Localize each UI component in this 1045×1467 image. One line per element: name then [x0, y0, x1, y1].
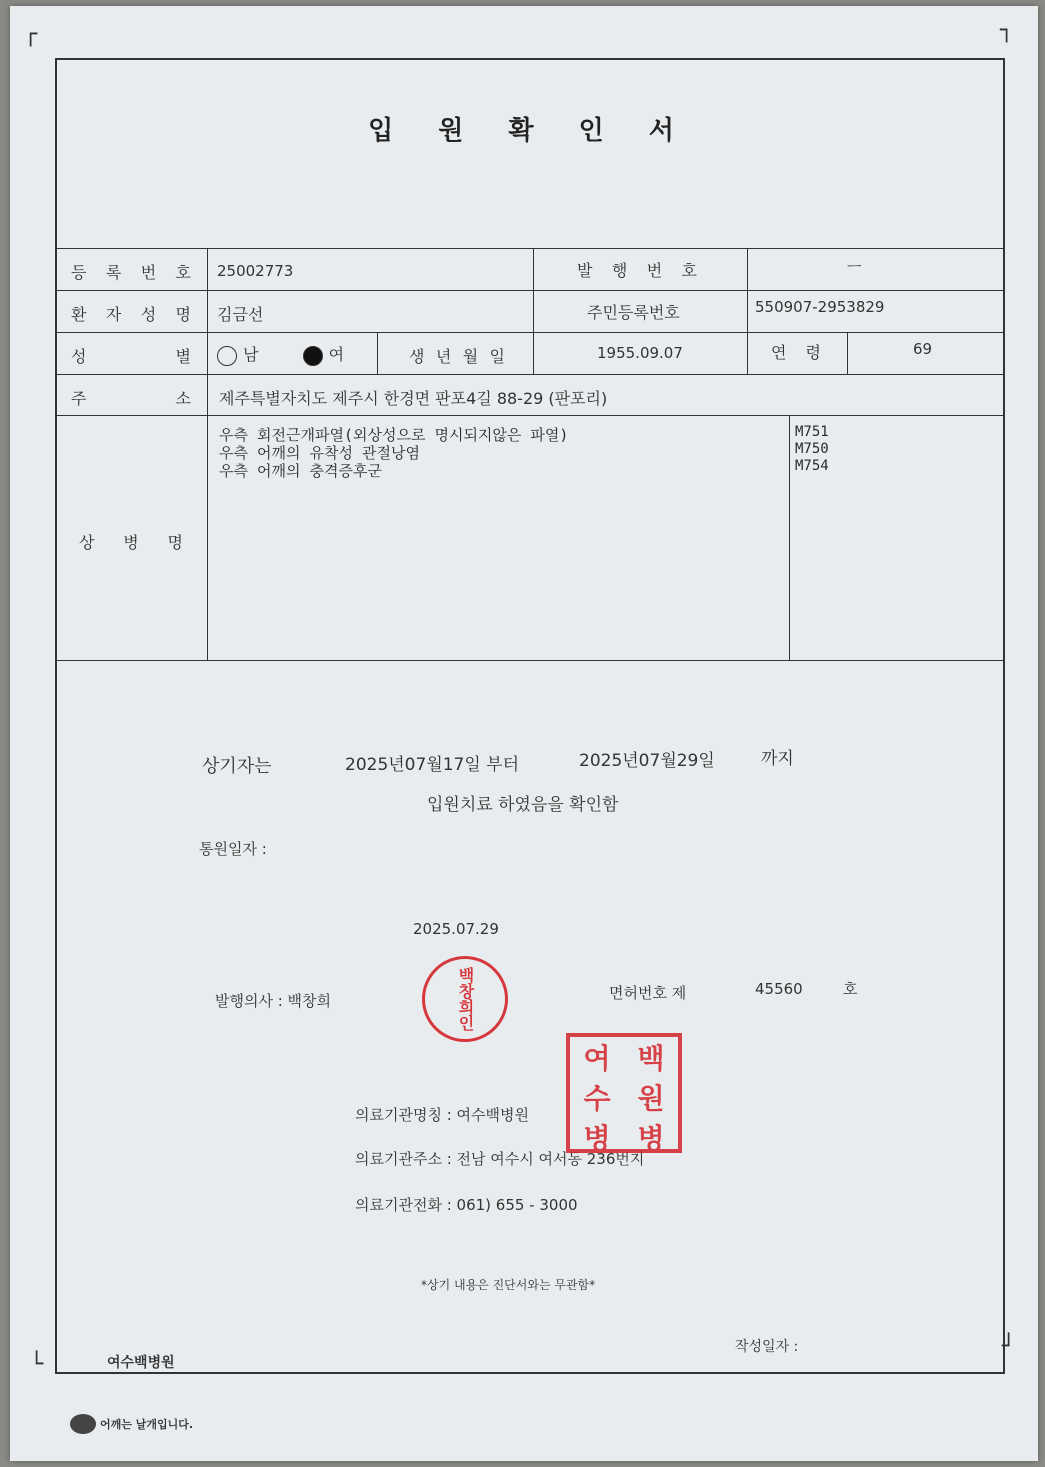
label-sex: 성 별: [71, 347, 191, 366]
sex-female-radio: [303, 346, 323, 366]
sex-male-radio: [217, 346, 237, 366]
patient-name-value: 김금선: [217, 305, 264, 324]
institution-phone: 의료기관전화 : 061) 655 - 3000: [355, 1196, 578, 1214]
confirm-text: 입원치료 하였음을 확인함: [427, 795, 619, 815]
logo-mark-icon: [70, 1414, 96, 1434]
label-birth: 생 년 월 일: [409, 347, 505, 366]
institution-address: 의료기관주소 : 전남 여수시 여서동 236번지: [355, 1150, 645, 1168]
diagnosis-item: 우측 어깨의 충격증후군: [219, 462, 382, 480]
age-value: 69: [913, 340, 933, 358]
label-issue-no: 발 행 번 호: [577, 261, 697, 280]
license-suffix: 호: [843, 980, 858, 998]
label-age: 연 령: [771, 343, 821, 362]
period-until: 까지: [761, 749, 794, 769]
diagnosis-codes: [795, 424, 829, 475]
document-frame: [55, 58, 1005, 1374]
outpatient-label: 통원일자 :: [199, 840, 267, 858]
resident-no-value: 550907-2953829: [755, 298, 885, 316]
disclaimer-note: *상기 내용은 진단서와는 무관함*: [421, 1278, 596, 1292]
diagnosis-code: M751: [795, 424, 829, 440]
address-value: 제주특별자치도 제주시 한경면 판포4길 88-29 (판포리): [219, 389, 608, 408]
doctor-seal: 백창희인: [422, 956, 508, 1042]
doctor-text: 발행의사 : 백창희: [215, 992, 332, 1010]
license-label: 면허번호 제: [609, 984, 687, 1002]
crop-mark: └: [30, 1352, 44, 1377]
birth-value: 1955.09.07: [597, 344, 683, 362]
label-diagnosis: 상 병 명: [79, 533, 183, 552]
hospital-logo: 어깨는 날개입니다.: [70, 1414, 193, 1434]
hospital-seal: 여 백 수 원 병 병: [566, 1033, 682, 1153]
footer-hospital: 여수백병원: [107, 1355, 175, 1371]
period-from: 2025년07월17일 부터: [345, 755, 520, 775]
institution-name: 의료기관명칭 : 여수백병원: [355, 1106, 529, 1124]
period-to: 2025년07월29일: [579, 751, 715, 771]
diagnosis-item: 우측 어깨의 유착성 관절낭염: [219, 444, 420, 462]
reg-no-value: 25002773: [217, 262, 294, 280]
diagnosis-item: 우측 회전근개파열(외상성으로 명시되지않은 파열): [219, 426, 569, 444]
footer-written-date: 작성일자 :: [735, 1339, 799, 1355]
label-address: 주 소: [71, 389, 191, 408]
crop-mark: ┌: [24, 22, 38, 47]
document-paper: [10, 6, 1038, 1461]
label-reg-no: 등 록 번 호: [71, 263, 191, 282]
label-patient-name: 환 자 성 명: [71, 305, 191, 324]
issue-date: 2025.07.29: [413, 920, 499, 938]
sex-options: 남 여: [217, 342, 344, 366]
subject-text: 상기자는: [202, 756, 272, 777]
label-resident-no: 주민등록번호: [587, 303, 680, 322]
license-no: 45560: [755, 980, 803, 998]
diagnosis-code: M750: [795, 441, 829, 457]
document-title: 입 원 확 인 서: [368, 116, 692, 146]
crop-mark: ┐: [1000, 18, 1014, 43]
diagnosis-code: M754: [795, 458, 829, 474]
diagnosis-list: [219, 426, 568, 480]
issue-no-value: ㅡ: [847, 258, 862, 276]
crop-mark: ┘: [1002, 1334, 1016, 1359]
